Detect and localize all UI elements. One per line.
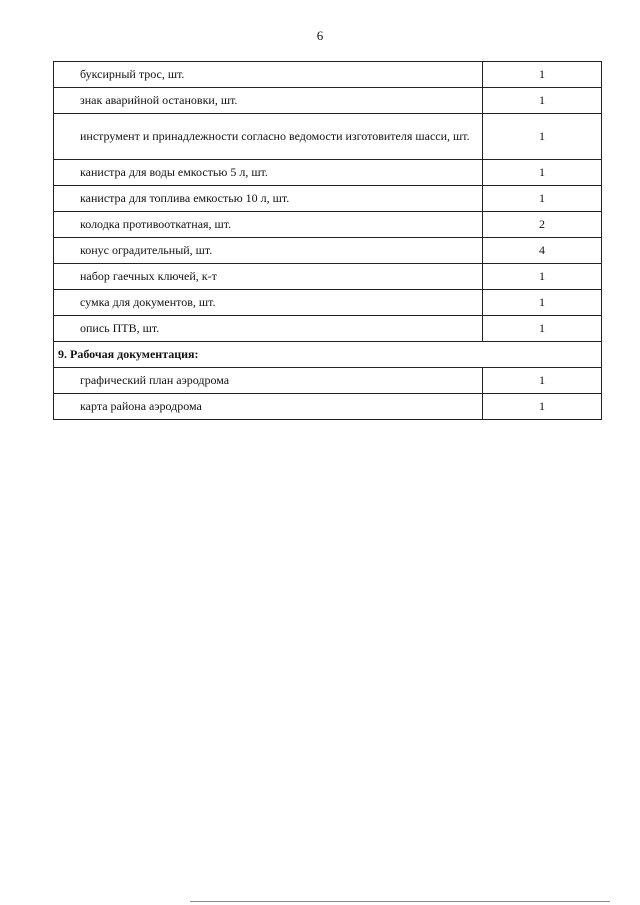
item-name: конус оградительный, шт. — [54, 238, 483, 264]
table-row — [54, 316, 602, 342]
item-quantity: 1 — [483, 114, 602, 160]
table-row — [54, 62, 602, 88]
table-row — [54, 290, 602, 316]
item-quantity: 1 — [483, 290, 602, 316]
table-row — [54, 394, 602, 420]
item-quantity: 2 — [483, 212, 602, 238]
item-quantity: 1 — [483, 316, 602, 342]
table-row — [54, 186, 602, 212]
section-title: 9. Рабочая документация: — [54, 342, 602, 368]
item-quantity: 1 — [483, 160, 602, 186]
item-quantity: 1 — [483, 88, 602, 114]
item-name: карта района аэродрома — [54, 394, 483, 420]
item-name: инструмент и принадлежности согласно ведомости изготовителя шасси, шт. — [54, 114, 483, 160]
table-row — [54, 264, 602, 290]
table-row — [54, 238, 602, 264]
item-name: опись ПТВ, шт. — [54, 316, 483, 342]
scan-edge-line — [190, 901, 610, 902]
table-row — [54, 212, 602, 238]
item-name: набор гаечных ключей, к-т — [54, 264, 483, 290]
item-name: графический план аэродрома — [54, 368, 483, 394]
table-row — [54, 160, 602, 186]
item-name: знак аварийной остановки, шт. — [54, 88, 483, 114]
item-quantity: 1 — [483, 186, 602, 212]
item-quantity: 1 — [483, 394, 602, 420]
item-name: буксирный трос, шт. — [54, 62, 483, 88]
item-name: колодка противооткатная, шт. — [54, 212, 483, 238]
table-row — [54, 368, 602, 394]
item-quantity: 1 — [483, 264, 602, 290]
item-quantity: 1 — [483, 62, 602, 88]
table-row — [54, 114, 602, 160]
table-row — [54, 88, 602, 114]
equipment-table — [53, 61, 602, 420]
item-quantity: 1 — [483, 368, 602, 394]
section-row — [54, 342, 602, 368]
item-name: канистра для топлива емкостью 10 л, шт. — [54, 186, 483, 212]
page-number: 6 — [316, 28, 324, 43]
item-name: канистра для воды емкостью 5 л, шт. — [54, 160, 483, 186]
item-quantity: 4 — [483, 238, 602, 264]
item-name: сумка для документов, шт. — [54, 290, 483, 316]
